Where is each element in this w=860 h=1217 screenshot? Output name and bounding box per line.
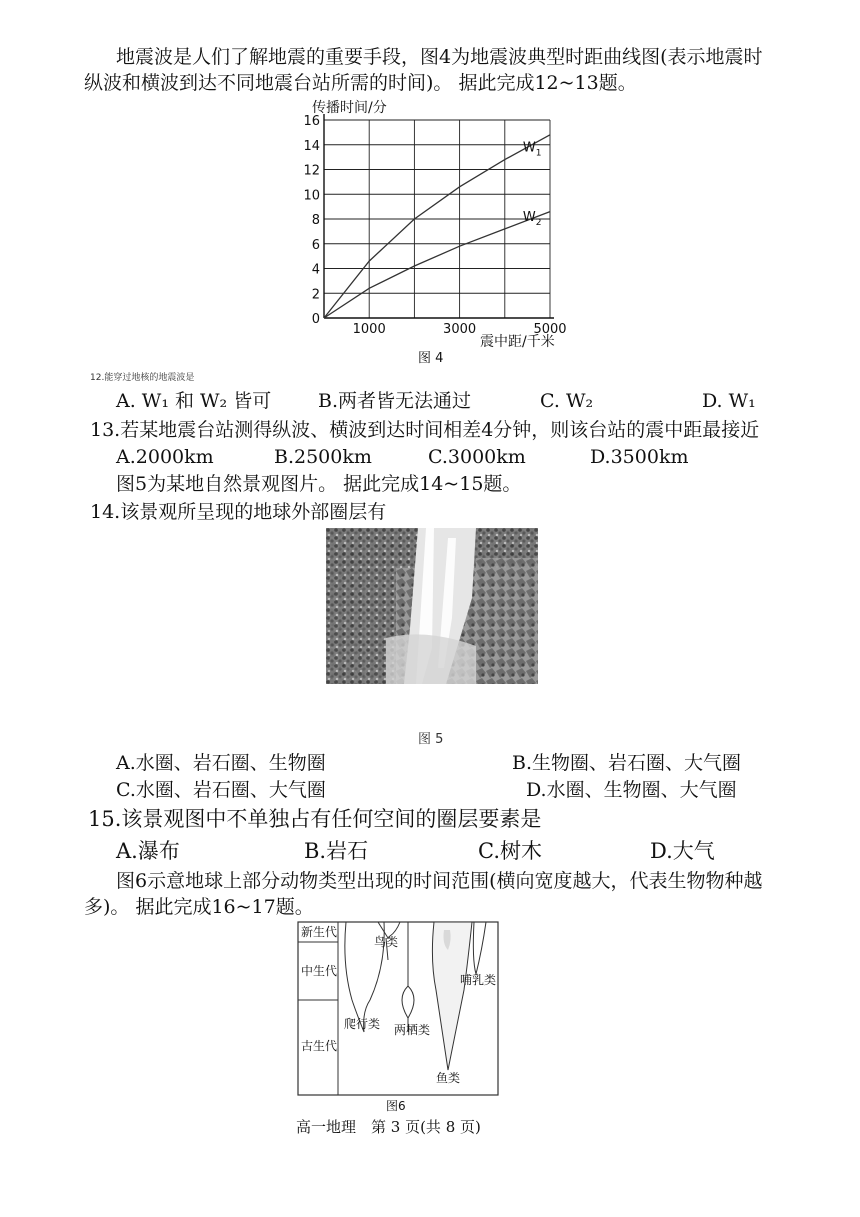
q12-option-d: D. W₁ bbox=[702, 390, 756, 412]
label-birds: 鸟类 bbox=[374, 935, 399, 949]
era-mesozoic: 中生代 bbox=[301, 964, 338, 978]
q12-stem: 12.能穿过地核的地震波是 bbox=[90, 373, 195, 383]
x-tick-label: 1000 bbox=[352, 322, 386, 337]
era-paleozoic: 古生代 bbox=[301, 1039, 338, 1053]
q13-option-c: C.3000km bbox=[428, 446, 526, 468]
chart-caption: 图 4 bbox=[418, 351, 444, 366]
q13-stem: 13.若某地震台站测得纵波、横波到达时间相差4分钟，则该台站的震中距最接近 bbox=[90, 419, 760, 441]
series-label-w1: $W_1$ bbox=[522, 140, 542, 159]
q15-option-a: A.瀑布 bbox=[116, 839, 180, 863]
figure-6-diagram bbox=[296, 920, 502, 1118]
intro-2: 图5为某地自然景观图片。 据此完成14~15题。 bbox=[116, 473, 522, 495]
figure-5-waterfall-photo bbox=[326, 528, 538, 684]
q12-option-c: C. W₂ bbox=[540, 390, 594, 412]
q13-option-a: A.2000km bbox=[116, 446, 214, 468]
q13-option-b: B.2500km bbox=[274, 446, 372, 468]
y-tick-label: 8 bbox=[311, 213, 320, 228]
page-footer: 高一地理 第 3 页(共 8 页) bbox=[296, 1118, 481, 1136]
q13-option-d: D.3500km bbox=[590, 446, 689, 468]
intro-3-line-2: 多)。 据此完成16~17题。 bbox=[84, 896, 314, 918]
q14-option-a: A.水圈、岩石圈、生物圈 bbox=[116, 752, 326, 774]
q14-option-d: D.水圈、生物圈、大气圈 bbox=[526, 779, 737, 801]
chart-xlabel: 震中距/千米 bbox=[480, 334, 555, 350]
y-tick-label: 14 bbox=[303, 138, 320, 154]
y-tick-label: 0 bbox=[311, 312, 320, 327]
q15-option-c: C.树木 bbox=[478, 839, 542, 863]
series-label-w2: $W_2$ bbox=[522, 209, 542, 228]
chart-y-ticks bbox=[303, 114, 320, 327]
q15-stem: 15.该景观图中不单独占有任何空间的圈层要素是 bbox=[88, 807, 542, 831]
q15-option-d: D.大气 bbox=[650, 839, 715, 863]
y-tick-label: 10 bbox=[303, 188, 320, 204]
chart-series bbox=[324, 135, 550, 318]
label-reptiles: 爬行类 bbox=[344, 1017, 381, 1031]
label-amphibians: 两栖类 bbox=[394, 1023, 431, 1037]
y-tick-label: 12 bbox=[303, 163, 320, 179]
chart-ylabel: 传播时间/分 bbox=[312, 100, 387, 116]
y-tick-label: 2 bbox=[311, 287, 320, 303]
figure-4-chart bbox=[300, 96, 570, 368]
label-mammals: 哺乳类 bbox=[460, 973, 497, 987]
label-fish: 鱼类 bbox=[436, 1071, 461, 1085]
y-tick-label: 6 bbox=[311, 237, 320, 253]
q12-option-a: A. W₁ 和 W₂ 皆可 bbox=[116, 390, 272, 412]
y-tick-label: 16 bbox=[303, 114, 320, 129]
q14-option-b: B.生物圈、岩石圈、大气圈 bbox=[512, 752, 742, 774]
series-line-w1 bbox=[324, 135, 550, 318]
x-tick-label: 3000 bbox=[443, 322, 477, 337]
q14-option-c: C.水圈、岩石圈、大气圈 bbox=[116, 779, 326, 801]
q14-stem: 14.该景观所呈现的地球外部圈层有 bbox=[90, 501, 387, 523]
intro-3-line-1: 图6示意地球上部分动物类型出现的时间范围(横向宽度越大，代表生物物种越 bbox=[116, 870, 763, 892]
figure-5-caption: 图 5 bbox=[418, 732, 444, 747]
q15-option-b: B.岩石 bbox=[304, 839, 369, 863]
series-line-w2 bbox=[324, 209, 550, 318]
intro-line-1: 地震波是人们了解地震的重要手段，图4为地震波典型时距曲线图(表示地震时 bbox=[116, 46, 763, 68]
era-cenozoic: 新生代 bbox=[301, 925, 338, 939]
q12-option-b: B.两者皆无法通过 bbox=[318, 390, 472, 412]
intro-line-2: 纵波和横波到达不同地震台站所需的时间)。 据此完成12~13题。 bbox=[84, 72, 637, 94]
chart-grid bbox=[324, 114, 554, 318]
figure-6-caption: 图6 bbox=[386, 1099, 406, 1113]
x-tick-label: 5000 bbox=[533, 322, 567, 337]
y-tick-label: 4 bbox=[311, 262, 320, 278]
